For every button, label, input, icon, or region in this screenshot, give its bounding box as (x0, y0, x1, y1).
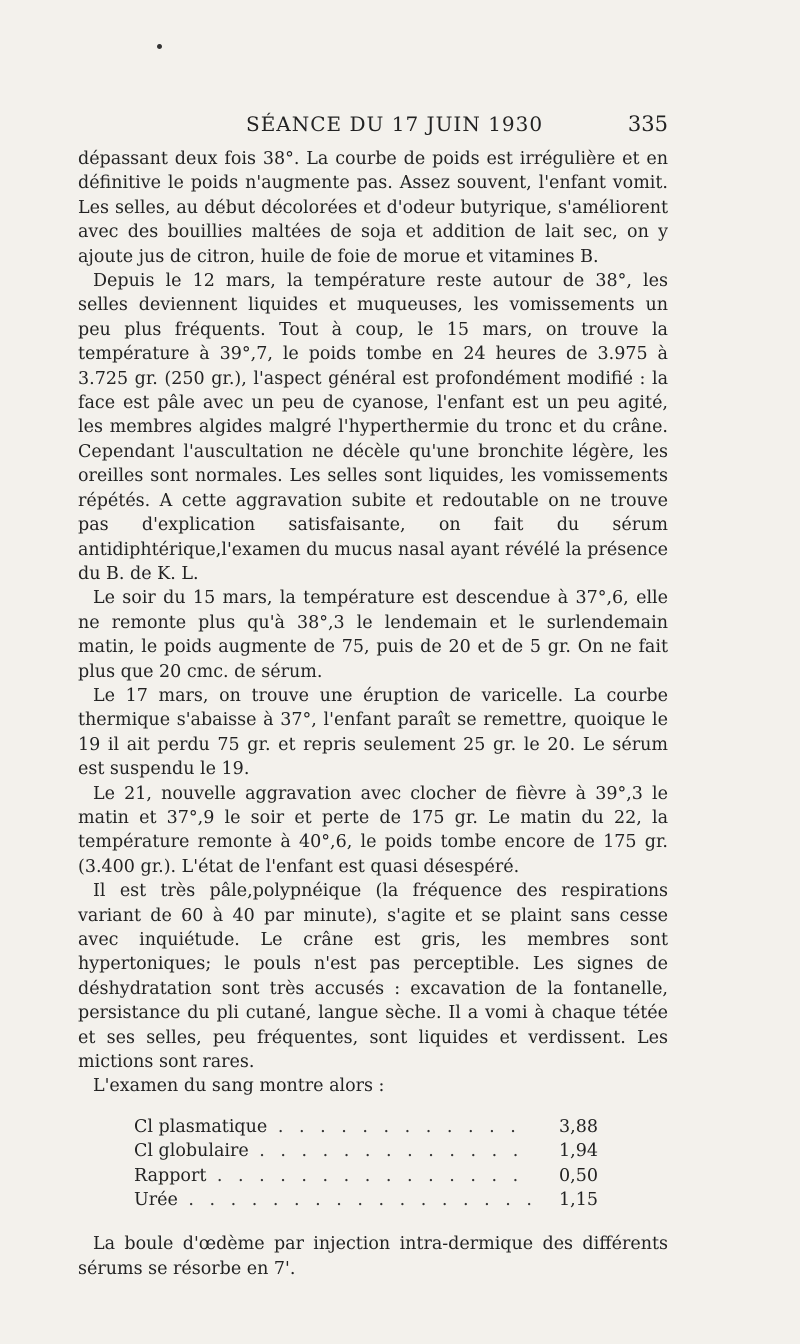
blood-exam-value: 0,50 (559, 1165, 598, 1186)
paragraph: dépassant deux fois 38°. La courbe de poids est irrégulière et en définitive le poids n'augmente pas. Assez souvent, l'enfant vomit. Les selles, au début décolorées et d'odeur butyrique, s'améliorent avec des bouillies maltées de soja et addition de lait sec, on y ajoute jus de citron, huile de foie de morue et vitamines B. (78, 149, 668, 267)
body-text (78, 147, 668, 1281)
paragraph: L'examen du sang montre alors : (93, 1076, 385, 1097)
paragraph: Le 21, nouvelle aggravation avec clocher de fièvre à 39°,3 le matin et 37°,9 le soir et perte de 175 gr. Le matin du 22, la température remonte à 40°,6, le poids tombe encore de 175 gr. (3.400 gr.). L'état de l'enfant est quasi désespéré. (78, 783, 668, 877)
blood-exam-label: Cl globulaire (134, 1141, 249, 1162)
blood-exam-row: Cl globulaire . . . . . . . . . . . . . 1,94 (134, 1139, 598, 1163)
blood-exam-row: Cl plasmatique . . . . . . . . . . . . 3,88 (134, 1115, 598, 1139)
blood-exam-value: 1,94 (559, 1141, 598, 1162)
closing-paragraph: La boule d'œdème par injection intra-dermique des différents sérums se résorbe en 7'. (78, 1234, 668, 1279)
paragraph: Depuis le 12 mars, la température reste autour de 38°, les selles deviennent liquides et muqueuses, les vomissements un peu plus fréquents. Tout à coup, le 15 mars, on trouve la température à 39°,7, le poids tombe en 24 heures de 3.975 à 3.725 gr. (250 gr.), l'aspect général est profondément modifié : la face est pâle avec un peu de cyanose, l'enfant est un peu agité, les membres algides malgré l'hyperthermie du tronc et du crâne. Cependant l'auscultation ne décèle qu'une bronchite légère, les oreilles sont normales. Les selles sont liquides, les vomissements répétés. A cette aggravation subite et redoutable on ne trouve pas d'explication satisfaisante, on fait du sérum antidiphtérique,l'examen du mucus nasal ayant révélé la présence du B. de K. L. (78, 271, 668, 584)
blood-exam-label: Rapport (134, 1165, 207, 1186)
blood-exam-value: 3,88 (559, 1116, 598, 1137)
blood-exam-value: 1,15 (559, 1190, 598, 1211)
blood-exam-label: Cl plasmatique (134, 1116, 268, 1137)
page-header (78, 112, 668, 142)
page-number: 335 (627, 112, 668, 136)
blood-exam-row: Rapport . . . . . . . . . . . . . . . 0,50 (134, 1164, 598, 1188)
blood-exam-label: Urée (134, 1190, 178, 1211)
blood-exam-row: Urée . . . . . . . . . . . . . . . . . 1,15 (134, 1188, 598, 1212)
paragraph: Il est très pâle,polypnéique (la fréquence des respirations variant de 60 à 40 par minute), s'agite et se plaint sans cesse avec inquiétude. Le crâne est gris, les membres sont hypertoniques; le pouls n'est pas perceptible. Les signes de déshydratation sont très accusés : excavation de la fontanelle, persistance du pli cutané, langue sèche. Il a vomi à chaque tétée et ses selles, peu fréquentes, sont liquides et verdissent. Les mictions sont rares. (78, 881, 668, 1073)
paragraph: Le soir du 15 mars, la température est descendue à 37°,6, elle ne remonte plus qu'à 38°,3 le lendemain et le surlendemain matin, le poids augmente de 75, puis de 20 et de 5 gr. On ne fait plus que 20 cmc. de sérum. (78, 588, 668, 682)
margin-dot (157, 44, 162, 49)
running-title: SÉANCE DU 17 JUIN 1930 (246, 112, 544, 136)
paragraph: Le 17 mars, on trouve une éruption de varicelle. La courbe thermique s'abaisse à 37°, l'enfant paraît se remettre, quoique le 19 il ait perdu 75 gr. et repris seulement 25 gr. le 20. Le sérum est suspendu le 19. (78, 685, 668, 780)
blood-exam-table (134, 1115, 598, 1213)
